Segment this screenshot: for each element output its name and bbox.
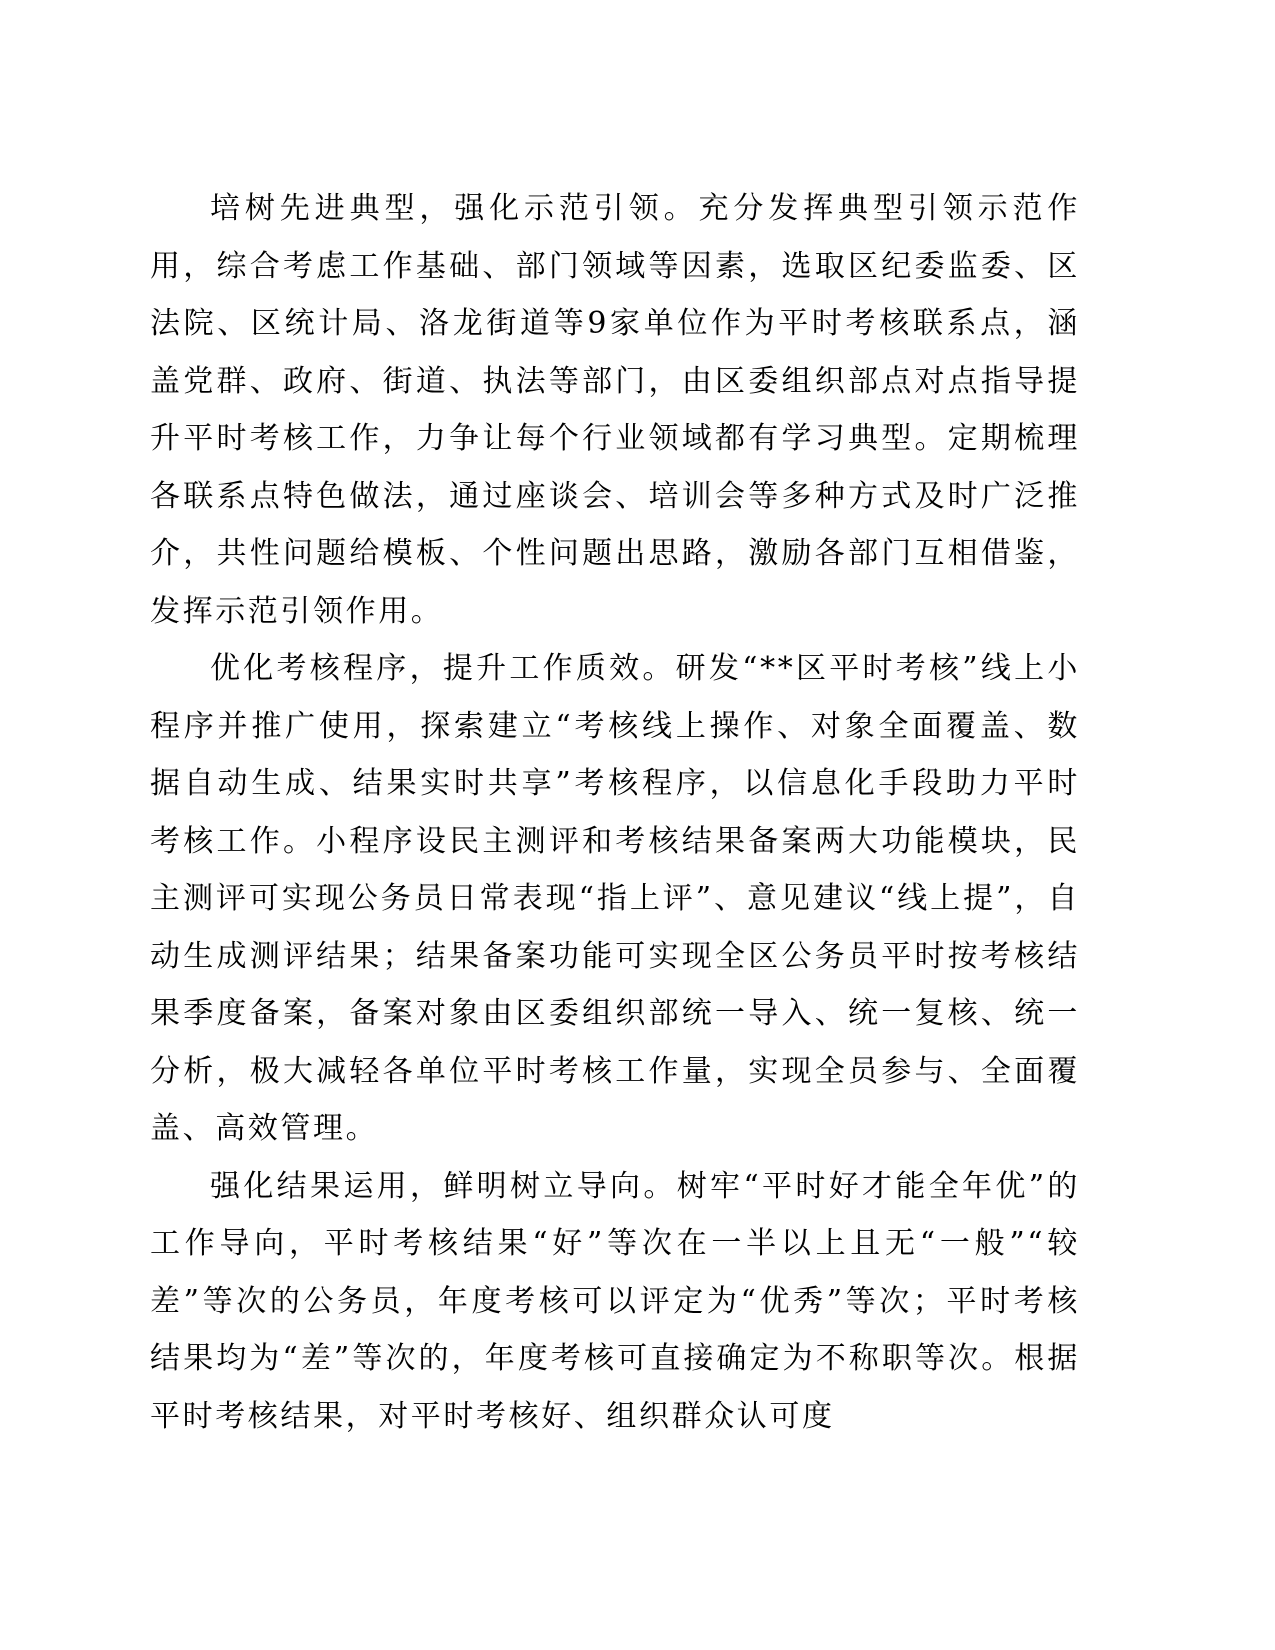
paragraph-assessment-procedure: 优化考核程序，提升工作质效。研发“**区平时考核”线上小程序并推广使用，探索建立“考核线上操作、对象全面覆盖、数据自动生成、结果实时共享”考核程序，以信息化手段助力平时考核工作。小程序设民主测评和考核结果备案两大功能模块，民主测评可实现公务员日常表现“指上评”、意见建议“线上提”，自动生成测评结果；结果备案功能可实现全区公务员平时按考核结果季度备案，备案对象由区委组织部统一导入、统一复核、统一分析，极大减轻各单位平时考核工作量，实现全员参与、全面覆盖、高效管理。	[150, 651, 1080, 1146]
paragraph-result-application: 强化结果运用，鲜明树立导向。树牢“平时好才能全年优”的工作导向，平时考核结果“好”等次在一半以上且无“一般”“较差”等次的公务员，年度考核可以评定为“优秀”等次；平时考核结果均为“差”等次的，年度考核可直接确定为不称职等次。根据平时考核结果，对平时考核好、组织群众认可度	[150, 1168, 1080, 1434]
paragraph-typical-models: 培树先进典型，强化示范引领。充分发挥典型引领示范作用，综合考虑工作基础、部门领域等因素，选取区纪委监委、区法院、区统计局、洛龙街道等9家单位作为平时考核联系点，涵盖党群、政府、街道、执法等部门，由区委组织部点对点指导提升平时考核工作，力争让每个行业领域都有学习典型。定期梳理各联系点特色做法，通过座谈会、培训会等多种方式及时广泛推介，共性问题给模板、个性问题出思路，激励各部门互相借鉴，发挥示范引领作用。	[150, 191, 1080, 629]
body-text	[150, 180, 1080, 1445]
